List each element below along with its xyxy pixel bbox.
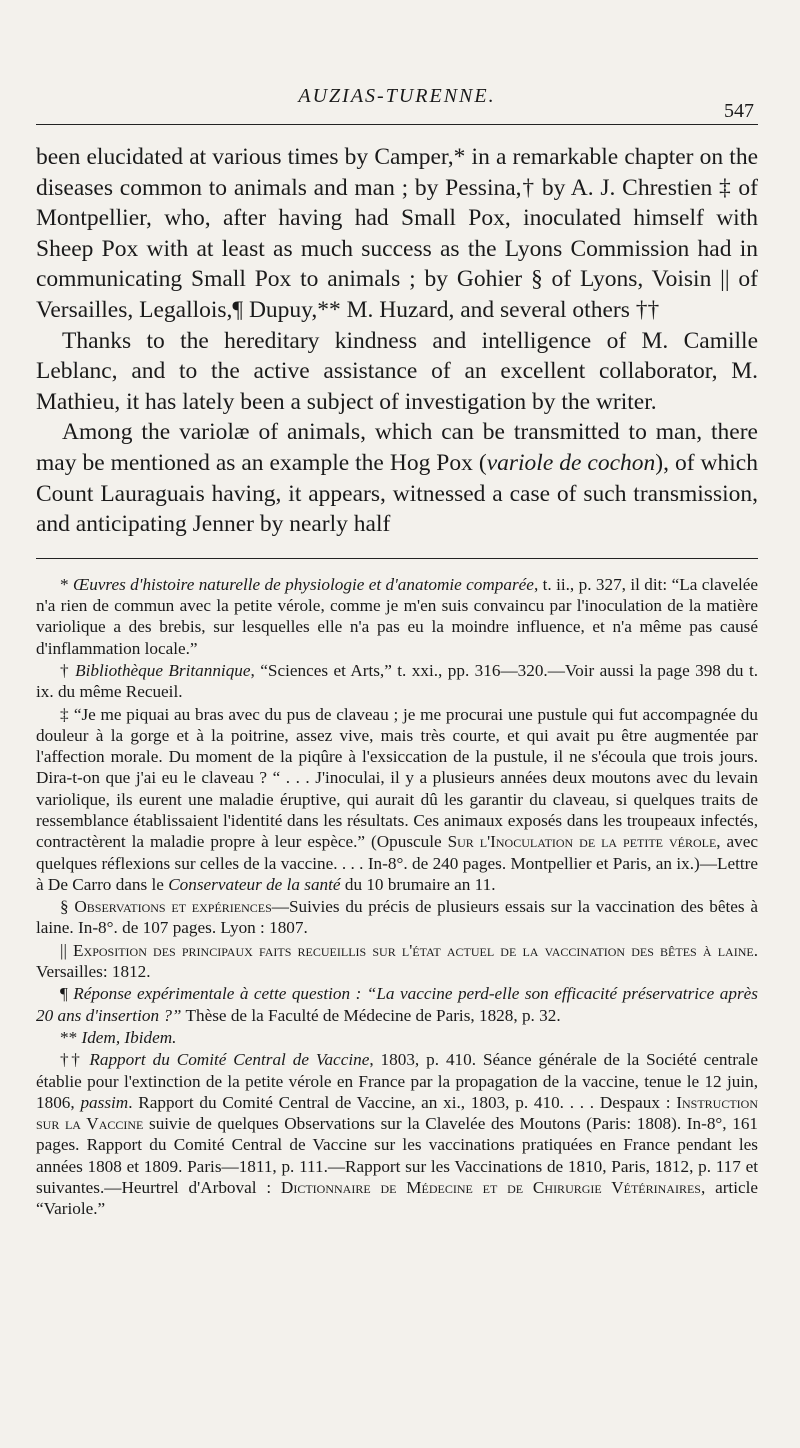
paragraph-3 [36,417,758,539]
footnote-1-title: Œuvres d'histoire naturelle de physiologie et d'anatomie comparée [72,574,534,594]
footnote-8-text-b: . Rapport du Comité Central de Vaccine, an xi., 1803, p. 410. . . . Despaux : [128,1092,677,1112]
footnote-5-smallcaps: Exposition des principaux faits recueillis sur l'état actuel de la vaccination des bêtes à laine [73,940,754,960]
footnote-mark: † [60,660,76,680]
footnote-3-text-a: ‡ “Je me piquai au bras avec du pus de claveau ; je me procurai une pustule qui fut accompagnée du douleur à la gorge et à la poitrine, assez vive, mais très courte, et qui avait pu être augmentée par l'affection morale. Du moment de la piqûre à l'exsiccation de la pustule, il ne s'écoula que trois jours. Dira-t-on que j'ai eu le claveau ? “ . . . J'inoculai, il y a plusieurs années deux moutons avec du levain variolique, ils eurent une maladie éruptive, qui aurait dû les garantir du claveau, si quelques traits de ressemblance établissaient l'identité dans les résultats. Ces animaux exposés dans les troupeaux infectés, contractèrent la maladie propre à leur espèce.” (Opuscule [36,704,758,852]
footnote-8-title: Rapport du Comité Central de Vaccine [89,1050,370,1070]
footnotes [36,574,758,1220]
footnote-7-title: Idem, Ibidem. [81,1027,177,1047]
footnote-mark: || [60,940,74,960]
footnote-8-smallcaps-2: Dictionnaire de Médecine et de Chirurgie Vétérinaires [280,1178,701,1198]
running-title: AUZIAS-TURENNE. [298,85,496,107]
footnote-8-smallcaps: Instruction sur la Vaccine [36,1092,759,1134]
footnote-8-text-a: , 1803, p. 410. Séance générale de la Société centrale établie pour l'extinction de la petite vérole en France par la propagation de la vaccine, tenue le 12 juin, 1806, [36,1050,759,1112]
footnote-3-smallcaps: Sur l'Inoculation de la petite vérole [447,832,717,852]
footnote-4-smallcaps: Observations et expériences [74,897,272,917]
footnote-rule [36,558,758,559]
footnote-5-text: . Versailles: 1812. [36,940,758,982]
footnote-4-text: —Suivies du précis de plusieurs essais sur la vaccination des bêtes à laine. In-8°. de 107 pages. Lyon : 1807. [36,897,759,938]
footnote-mark: †† [60,1050,90,1070]
footnote-mark: ** [60,1027,82,1047]
footnote-2-text: , “Sciences et Arts,” t. xxi., pp. 316—320.—Voir aussi la page 398 du t. ix. du même Recueil. [36,660,759,702]
footnote-5 [36,940,758,983]
footnote-8-text-d: , article “Variole.” [36,1178,759,1219]
paragraph-1: been elucidated at various times by Camper,* in a remarkable chapter on the diseases common to animals and man ; by Pessina,† by A. J. Chrestien ‡ of Montpellier, who, after having had Small Pox, inoculated himself with Sheep Pox with at least as much success as the Lyons Commission had in communicating Small Pox to animals ; by Gohier § of Lyons, Voisin || of Versailles, Legallois,¶ Dupuy,** M. Huzard, and several others †† [36,144,758,323]
footnote-6 [36,983,758,1026]
footnote-8-text-c: suivie de quelques Observations sur la Clavelée des Moutons (Paris: 1808). In-8°, 161 pages. Rapport du Comité Central de Vaccine sur les vaccinations pratiquées en France pendant les années 1808 et 1809. Paris—1811, p. 111.—Rapport sur les Vaccinations de 1810, Paris, 1812, p. 117 et suivantes.—Heurtrel d'Arboval : [36,1114,759,1198]
paragraph-3-italic: variole de cochon [486,449,656,476]
footnote-3-italic: Conservateur de la santé [168,874,341,894]
paragraph-3-part-b: ), of which Count Lauraguais having, it appears, witnessed a case of such transmission, and anticipating Jenner by nearly half [36,449,758,538]
page-header [36,0,758,124]
footnote-4 [36,896,758,939]
footnote-2-title: Bibliothèque Britannique [75,660,251,680]
paragraph-2: Thanks to the hereditary kindness and intelligence of M. Camille Leblanc, and to the active assistance of an excellent collaborator, M. Mathieu, it has lately been a subject of investigation by the writer. [36,327,758,415]
footnote-3-text-b: , avec quelques réflexions sur celles de la vaccine. . . . In-8°. de 240 pages. Montpellier et Paris, an ix.)—Lettre à De Carro dans le [36,832,758,894]
footnote-6-text: Thèse de la Faculté de Médecine de Paris, 1828, p. 32. [181,1005,561,1025]
footnote-3 [36,704,758,896]
footnote-mark: ¶ [60,984,74,1004]
main-text [36,142,758,540]
footnote-2 [36,660,758,703]
footnote-8 [36,1049,758,1219]
page-number: 547 [724,100,754,122]
paragraph-3-part-a: Among the variolæ of animals, which can be transmitted to man, there may be mentioned as an example the Hog Pox ( [36,419,758,476]
footnote-8-italic: passim [80,1092,129,1112]
header-rule [36,124,758,125]
footnote-3-text-c: du 10 brumaire an 11. [340,874,496,894]
footnote-mark: * [60,574,73,594]
footnote-7 [36,1027,758,1048]
footnote-1-text: , t. ii., p. 327, il dit: “La clavelée n'a rien de commun avec la petite vérole, comme je m'en suis convaincu par l'inoculation de la matière variolique a des brebis, sur lesquelles elle n'a pas eu la moindre influence, et n'a même pas causé d'inflammation locale.” [36,574,759,658]
footnote-6-title: Réponse expérimentale à cette question : “La vaccine perd-elle son efficacité préservatrice après 20 ans d'insertion ?” [36,984,758,1025]
footnote-mark: § [60,897,75,917]
footnote-1 [36,574,758,659]
